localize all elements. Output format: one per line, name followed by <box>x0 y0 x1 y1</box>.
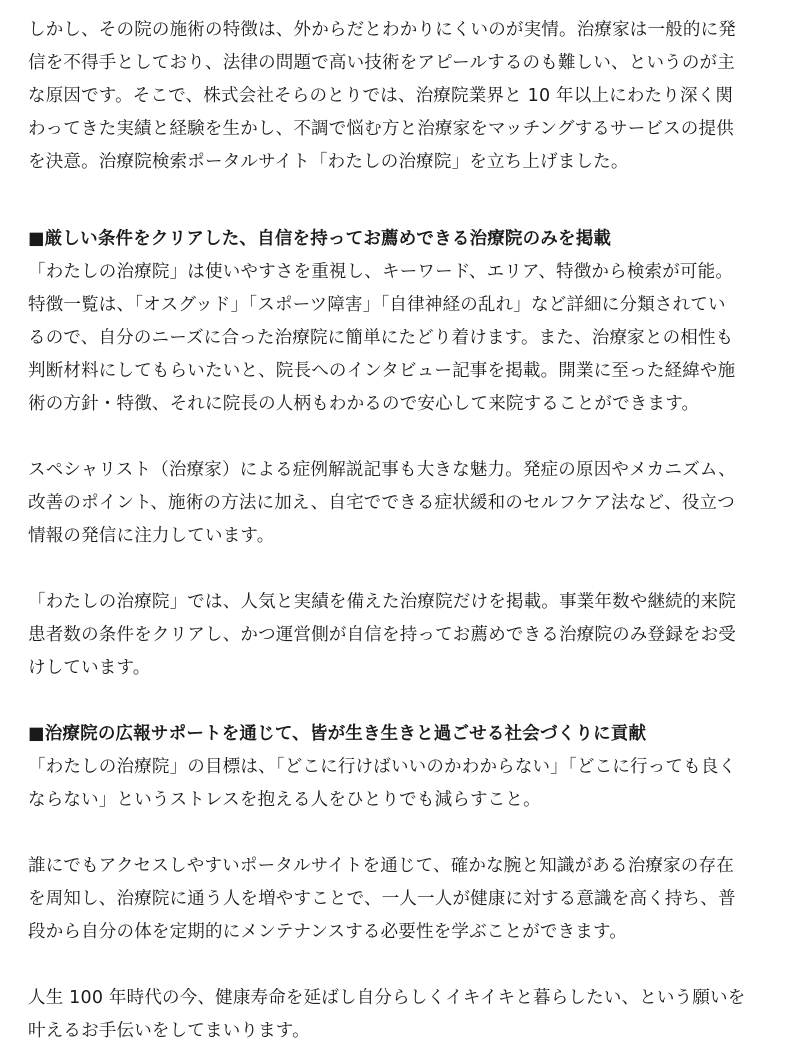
text-line: な原因です。そこで、株式会社そらのとりでは、治療院業界と 10 年以上にわたり深く関 <box>28 86 734 106</box>
section-1-paragraph-1 <box>28 256 788 421</box>
text-line: 誰にでもアクセスしやすいポータルサイトを通じて、確かな腕と知識がある治療家の存在 <box>28 856 734 876</box>
section-heading: ■治療院の広報サポートを通じて、皆が生き生きと過ごせる社会づくりに貢献 <box>28 724 647 744</box>
section-1 <box>28 223 788 685</box>
text-line: 叶えるお手伝いをしてまいります。 <box>28 1021 310 1041</box>
text-line: ならない」というストレスを抱える人をひとりでも減らすこと。 <box>28 790 541 810</box>
spacer <box>28 817 788 850</box>
section-1-paragraph-2 <box>28 454 788 553</box>
text-line: 「わたしの治療院」では、人気と実績を備えた治療院だけを掲載。事業年数や継続的来院 <box>28 592 736 612</box>
text-line: 人生 100 年時代の今、健康寿命を延ばし自分らしくイキイキと暮らしたい、という願いを <box>28 988 746 1008</box>
spacer <box>28 179 788 223</box>
text-line: 改善のポイント、施術の方法に加え、自宅でできる症状緩和のセルフケア法など、役立つ <box>28 493 735 513</box>
text-line: 「わたしの治療院」は使いやすさを重視し、キーワード、エリア、特徴から検索が可能。 <box>28 262 734 282</box>
spacer <box>28 553 788 586</box>
text-line: わってきた実績と経験を生かし、不調で悩む方と治療家をマッチングするサービスの提供 <box>28 119 734 139</box>
text-line: 患者数の条件をクリアし、かつ運営側が自信を持ってお薦めできる治療院のみ登録をお受 <box>28 625 736 645</box>
text-line: 「わたしの治療院」の目標は、「どこに行けばいいのかわからない」「どこに行っても良く <box>28 757 737 777</box>
section-heading: ■厳しい条件をクリアした、自信を持ってお薦めできる治療院のみを掲載 <box>28 229 612 249</box>
text-line: けしています。 <box>28 658 151 678</box>
intro-paragraph <box>28 14 788 179</box>
section-2 <box>28 718 788 1048</box>
spacer <box>28 421 788 454</box>
spacer <box>28 949 788 982</box>
section-2-paragraph-1 <box>28 751 788 817</box>
text-line: 情報の発信に注力しています。 <box>28 526 275 546</box>
text-line: スペシャリスト（治療家）による症例解説記事も大きな魅力。発症の原因やメカニズム、 <box>28 460 736 480</box>
article-body <box>28 14 788 1048</box>
section-2-paragraph-2 <box>28 850 788 949</box>
text-line: るので、自分のニーズに合った治療院に簡単にたどり着けます。また、治療家との相性も <box>28 328 734 348</box>
section-2-paragraph-3 <box>28 982 788 1048</box>
spacer <box>28 685 788 718</box>
text-line: を決意。治療院検索ポータルサイト「わたしの治療院」を立ち上げました。 <box>28 152 629 172</box>
section-1-paragraph-3 <box>28 586 788 685</box>
text-line: 段から自分の体を定期的にメンテナンスする必要性を学ぶことができます。 <box>28 922 627 942</box>
text-line: 特徴一覧は、「オスグッド」「スポーツ障害」「自律神経の乱れ」など詳細に分類されてい <box>28 295 726 315</box>
text-line: 判断材料にしてもらいたいと、院長へのインタビュー記事を掲載。開業に至った経緯や施 <box>28 361 736 381</box>
text-line: しかし、その院の施術の特徴は、外からだとわかりにくいのが実情。治療家は一般的に発 <box>28 20 736 40</box>
text-line: 術の方針・特徴、それに院長の人柄もわかるので安心して来院することができます。 <box>28 394 700 414</box>
text-line: 信を不得手としており、法律の問題で高い技術をアピールするのも難しい、というのが主 <box>28 53 735 73</box>
text-line: を周知し、治療院に通う人を増やすことで、一人一人が健康に対する意識を高く持ち、普 <box>28 889 736 909</box>
